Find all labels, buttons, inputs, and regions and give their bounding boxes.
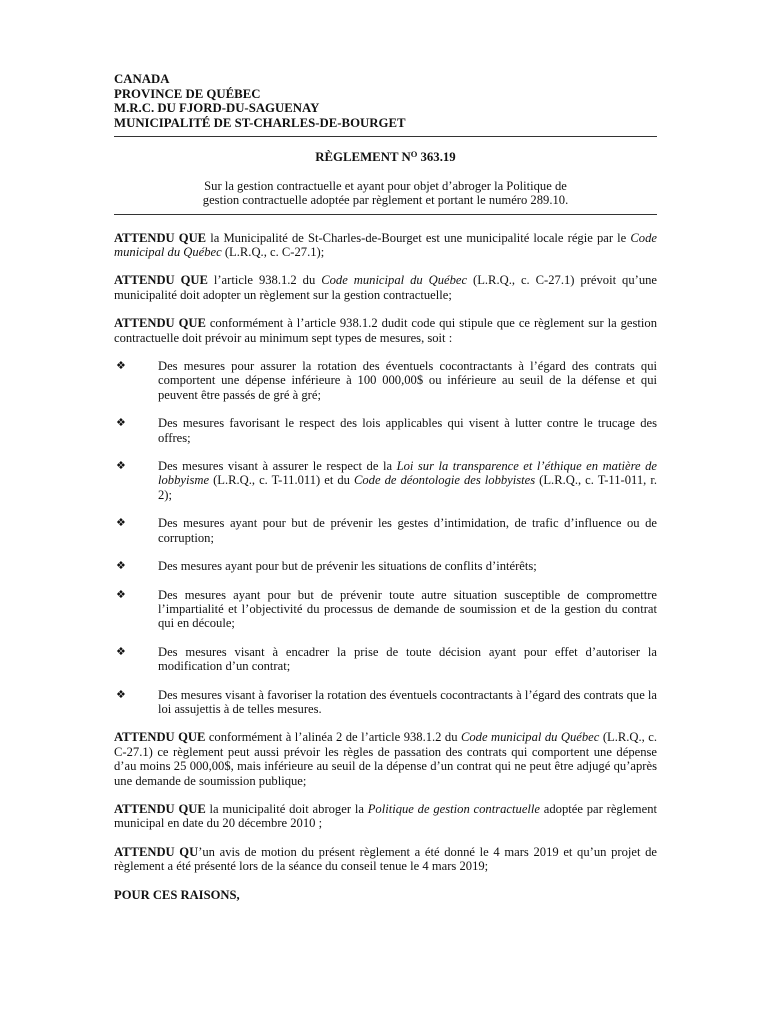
consideration-paragraph: [114, 231, 657, 260]
diamond-bullet-icon: ❖: [116, 359, 126, 373]
header-country: CANADA: [114, 72, 170, 86]
measure-text: Des mesures ayant pour but de prévenir les gestes d’intimidation, de trafic d’influence ou de corruption;: [158, 516, 657, 545]
list-item: [114, 645, 657, 674]
consideration-keyword: ATTENDU QUE: [114, 801, 206, 816]
consideration-keyword: ATTENDU QUE: [114, 316, 206, 331]
consideration-paragraph: [114, 730, 657, 788]
consideration-text: ’un avis de motion du présent règlement a été donné le 4 mars 2019 et qu’un projet de règlement a été présenté lors de la séance du conseil tenue le 4 mars 2019;: [114, 844, 657, 874]
measure-text: Des mesures visant à assurer le respect de la: [158, 459, 397, 474]
consideration-paragraph: [114, 316, 657, 345]
list-item: [114, 688, 657, 717]
measure-text: Des mesures favorisant le respect des lois applicables qui visent à lutter contre le trucage des offres;: [158, 416, 657, 445]
diamond-bullet-icon: ❖: [116, 416, 126, 430]
consideration-text-after: (L.R.Q., c. C-27.1);: [221, 245, 325, 259]
consideration-text-after: adoptée par règlement municipal en date du 20 décembre 2010 ;: [114, 801, 657, 831]
consideration-paragraph: [114, 845, 657, 874]
consideration-text-after: (L.R.Q., c. C-27.1) prévoit qu’une municipalité doit adopter un règlement sur la gestion contractuelle;: [114, 273, 657, 302]
diamond-bullet-icon: ❖: [116, 559, 126, 573]
divider-top: [114, 136, 657, 137]
list-item: [114, 459, 657, 502]
measure-text: Des mesures ayant pour but de prévenir les situations de conflits d’intérêts;: [158, 559, 537, 574]
diamond-bullet-icon: ❖: [116, 644, 126, 658]
consideration-keyword: ATTENDU QUE: [114, 273, 208, 288]
consideration-keyword: ATTENDU QUE: [114, 230, 207, 245]
consideration-paragraph: [114, 273, 657, 302]
measure-italic: Loi sur la transparence et l’éthique en matière de lobbyisme: [158, 459, 657, 488]
consideration-italic: Politique de gestion contractuelle: [367, 801, 540, 816]
title-superscript: O: [410, 149, 418, 160]
consideration-keyword: ATTENDU QU: [114, 844, 199, 859]
diamond-bullet-icon: ❖: [116, 459, 126, 473]
measure-italic-2: Code de déontologie des lobbyistes: [353, 473, 536, 488]
diamond-bullet-icon: ❖: [116, 687, 126, 701]
measure-text: Des mesures ayant pour but de prévenir toute autre situation susceptible de compromettre l’impartialité et l’objectivité du processus de demande de soumission et de la gestion du contrat qui en découle;: [158, 587, 657, 631]
title-number: 363.19: [417, 150, 456, 165]
consideration-text-after: (L.R.Q., c. C-27.1) ce règlement peut aussi prévoir les règles de passation des contrats qui comportent une dépense d’au moins 25 000,00$, mais inférieure au seuil de la dépense d’un contrat qui ne peut être adjugé qu’après une demande de soumission publique;: [114, 730, 657, 788]
measure-text: Des mesures visant à encadrer la prise de toute décision ayant pour effet d’autoriser la modification d’un contrat;: [158, 644, 657, 674]
list-item: [114, 559, 657, 573]
title-prefix: RÈGLEMENT N: [315, 150, 411, 165]
consideration-keyword: ATTENDU QUE: [114, 730, 206, 745]
divider-bottom: [114, 214, 657, 215]
document-title: [114, 147, 657, 164]
consideration-italic: Code municipal du Québec: [321, 273, 468, 288]
consideration-italic: Code municipal du Québec: [114, 230, 657, 259]
document-page: [114, 72, 657, 915]
measure-text: Des mesures visant à favoriser la rotation des éventuels cocontractants à l’égard des contrats que la loi assujettis à de telles mesures.: [158, 687, 658, 716]
measure-text-mid: (L.R.Q., c. T-11.011) et du: [209, 473, 354, 488]
header-province: PROVINCE DE QUÉBEC: [114, 86, 261, 101]
consideration-text: la Municipalité de St-Charles-de-Bourget est une municipalité locale régie par le: [206, 230, 631, 245]
measure-text: Des mesures pour assurer la rotation des éventuels cocontractants à l’égard des contrats qui comportent une dépense inférieure à 100 000,00$ ou inférieure au seuil de la défense et qui peuvent être passés de gré à gré;: [158, 359, 657, 402]
consideration-text: l’article 938.1.2 du: [207, 273, 322, 288]
considerations: [114, 231, 657, 345]
diamond-bullet-icon: ❖: [116, 516, 126, 530]
more-considerations: [114, 730, 657, 873]
diamond-bullet-icon: ❖: [116, 587, 126, 601]
consideration-paragraph: [114, 802, 657, 831]
consideration-text: conformément à l’alinéa 2 de l’article 938.1.2 du: [205, 730, 461, 745]
document-header: [114, 72, 657, 130]
list-item: [114, 416, 657, 445]
list-item: [114, 516, 657, 545]
header-mrc: M.R.C. DU FJORD-DU-SAGUENAY: [114, 101, 320, 116]
document-subtitle: Sur la gestion contractuelle et ayant pour objet d’abroger la Politique de gestion contractuelle adoptée par règlement et portant le numéro 289.10.: [202, 178, 569, 208]
closing-statement: POUR CES RAISONS,: [114, 887, 240, 902]
consideration-text: la municipalité doit abroger la: [205, 801, 368, 816]
list-item: [114, 359, 657, 402]
measure-text-after: (L.R.Q., c. T-11-011, r. 2);: [158, 473, 657, 502]
measures-list: [114, 359, 657, 716]
consideration-text: conformément à l’article 938.1.2 dudit code qui stipule que ce règlement sur la gestion contractuelle doit prévoir au minimum sept types de mesures, soit :: [114, 316, 657, 345]
list-item: [114, 588, 657, 631]
consideration-italic: Code municipal du Québec: [460, 730, 600, 745]
header-municipality: MUNICIPALITÉ DE ST-CHARLES-DE-BOURGET: [114, 115, 406, 130]
